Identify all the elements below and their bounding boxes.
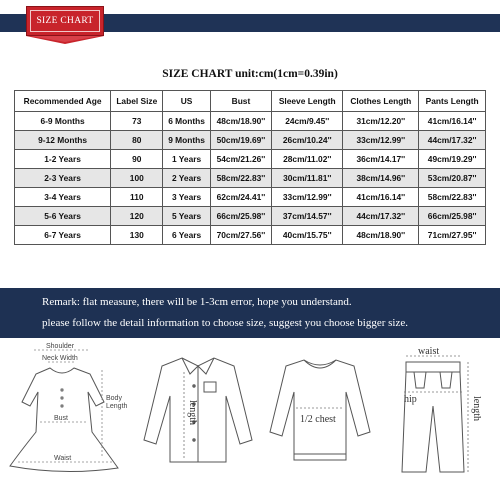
table-row [15, 169, 486, 188]
table-cell: 48cm/18.90'' [210, 112, 271, 131]
pants-measurement-diagram [384, 346, 496, 486]
dress-shoulder-label: Shoulder [46, 343, 75, 350]
table-cell: 50cm/19.69'' [210, 131, 271, 150]
table-cell: 120 [111, 207, 163, 226]
size-table [14, 90, 486, 245]
table-cell: 2-3 Years [15, 169, 111, 188]
table-cell: 100 [111, 169, 163, 188]
table-cell: 9-12 Months [15, 131, 111, 150]
pants-length-label: length [471, 396, 482, 421]
table-cell: 44cm/17.32'' [419, 131, 486, 150]
table-cell: 90 [111, 150, 163, 169]
table-cell: 58cm/22.83'' [419, 188, 486, 207]
dress-neck-width-label: Neck Width [42, 355, 78, 362]
table-cell: 38cm/14.96'' [343, 169, 419, 188]
table-cell: 66cm/25.98'' [210, 207, 271, 226]
dress-waist-label: Waist [54, 455, 72, 462]
table-cell: 44cm/17.32'' [343, 207, 419, 226]
table-cell: 2 Years [163, 169, 210, 188]
table-row [15, 226, 486, 245]
table-cell: 9 Months [163, 131, 210, 150]
table-cell: 48cm/18.90'' [343, 226, 419, 245]
table-cell: 3 Years [163, 188, 210, 207]
dress-body-length-label-1: Body [106, 395, 122, 402]
table-row [15, 150, 486, 169]
table-cell: 6-7 Years [15, 226, 111, 245]
table-cell: 1-2 Years [15, 150, 111, 169]
table-cell: 28cm/11.02'' [272, 150, 343, 169]
table-cell: 3-4 Years [15, 188, 111, 207]
column-header: US [163, 91, 210, 112]
sweater-measurement-diagram [266, 352, 374, 468]
table-cell: 41cm/16.14'' [419, 112, 486, 131]
table-cell: 6 Months [163, 112, 210, 131]
table-row [15, 131, 486, 150]
table-cell: 31cm/12.20'' [343, 112, 419, 131]
table-cell: 33cm/12.99'' [272, 188, 343, 207]
table-cell: 73 [111, 112, 163, 131]
table-row [15, 207, 486, 226]
table-cell: 5-6 Years [15, 207, 111, 226]
table-cell: 1 Years [163, 150, 210, 169]
table-body [15, 112, 486, 245]
table-cell: 70cm/27.56'' [210, 226, 271, 245]
table-cell: 54cm/21.26'' [210, 150, 271, 169]
column-header: Sleeve Length [272, 91, 343, 112]
pants-waist-label: waist [418, 346, 440, 357]
table-cell: 71cm/27.95'' [419, 226, 486, 245]
column-header: Bust [210, 91, 271, 112]
column-header: Label Size [111, 91, 163, 112]
remark-line-2: please follow the detail information to choose size, suggest you choose bigger size. [42, 317, 408, 329]
table-cell: 49cm/19.29'' [419, 150, 486, 169]
table-cell: 41cm/16.14'' [343, 188, 419, 207]
table-row [15, 188, 486, 207]
badge-ribbon-tail-inner [30, 36, 100, 42]
table-cell: 58cm/22.83'' [210, 169, 271, 188]
column-header: Pants Length [419, 91, 486, 112]
chart-title: SIZE CHART unit:cm(1cm=0.39in) [162, 68, 338, 80]
table-cell: 26cm/10.24'' [272, 131, 343, 150]
remark-line-1: Remark: flat measure, there will be 1-3cm error, hope you understand. [42, 296, 352, 308]
badge-label: SIZE CHART [30, 10, 100, 32]
dress-measurement-diagram [4, 342, 132, 492]
dress-bust-label: Bust [54, 415, 69, 422]
table-row [15, 112, 486, 131]
table-cell: 30cm/11.81'' [272, 169, 343, 188]
table-cell: 6 Years [163, 226, 210, 245]
pants-hip-label: hip [404, 394, 417, 405]
size-chart-badge [26, 6, 104, 36]
table-cell: 62cm/24.41'' [210, 188, 271, 207]
shirt-length-label: length [187, 400, 198, 425]
table-cell: 53cm/20.87'' [419, 169, 486, 188]
table-cell: 36cm/14.17'' [343, 150, 419, 169]
dress-body-length-label-2: Length [106, 403, 128, 410]
table-cell: 6-9 Months [15, 112, 111, 131]
remark-banner [0, 288, 500, 338]
column-header: Clothes Length [343, 91, 419, 112]
table-cell: 37cm/14.57'' [272, 207, 343, 226]
sweater-chest-label: 1/2 chest [300, 414, 336, 425]
table-cell: 24cm/9.45'' [272, 112, 343, 131]
table-cell: 66cm/25.98'' [419, 207, 486, 226]
table-cell: 40cm/15.75'' [272, 226, 343, 245]
table-cell: 130 [111, 226, 163, 245]
table-cell: 5 Years [163, 207, 210, 226]
table-cell: 80 [111, 131, 163, 150]
shirt-measurement-diagram [138, 352, 258, 472]
column-header: Recommended Age [15, 91, 111, 112]
table-cell: 33cm/12.99'' [343, 131, 419, 150]
table-header-row [15, 91, 486, 112]
table-cell: 110 [111, 188, 163, 207]
